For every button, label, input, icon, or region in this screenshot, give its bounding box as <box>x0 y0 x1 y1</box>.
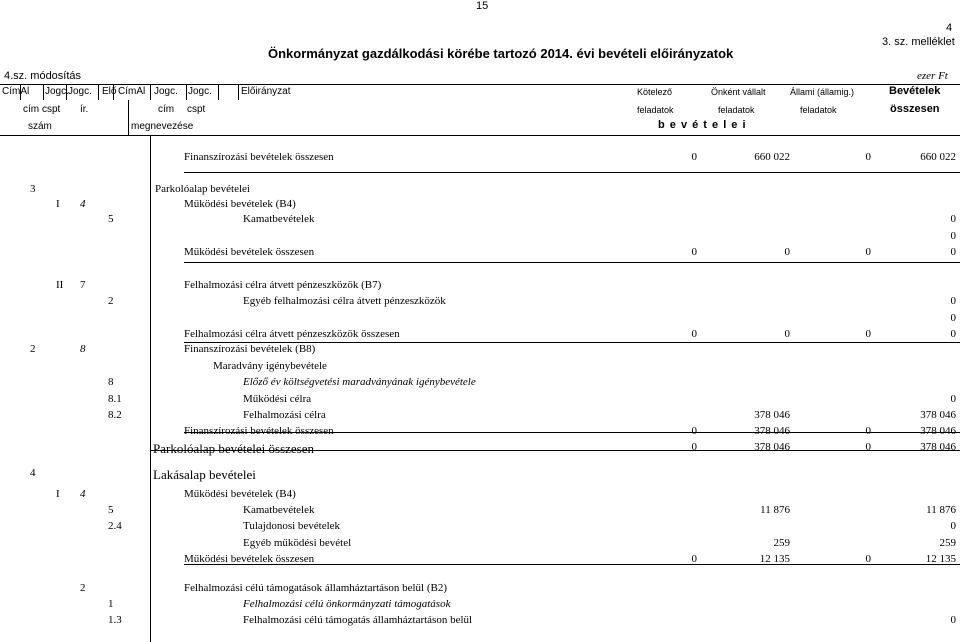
cell-osszesen: 0 <box>950 614 956 626</box>
cell-onkent: 12 135 <box>759 553 790 565</box>
annex-label: 3. sz. melléklet <box>882 36 955 48</box>
header-jogc-4: Jogc. <box>188 86 212 97</box>
cell-onkent: 378 046 <box>754 425 790 437</box>
cell-allami: 0 <box>865 246 871 258</box>
cell-ir: 5 <box>108 213 114 225</box>
cell-ir: 8.1 <box>108 393 122 405</box>
table-row <box>0 150 960 166</box>
cell-cspt: I <box>56 488 60 500</box>
cell-description: Kamatbevételek <box>243 213 315 225</box>
header-feladatok-1: feladatok <box>637 105 674 115</box>
cell-cim: 4 <box>30 467 36 479</box>
cell-description: Felhalmozási célú támogatások államháztartáson belül (B2) <box>184 582 447 594</box>
cell-cspt: I <box>56 198 60 210</box>
table-row <box>0 197 960 213</box>
table-row <box>0 581 960 597</box>
cell-ir: 8.2 <box>108 409 122 421</box>
cell-osszesen: 259 <box>939 537 956 549</box>
cell-description: Felhalmozási célú önkormányzati támogatások <box>243 598 451 610</box>
cell-jogc: 7 <box>80 279 86 291</box>
cell-cim: 3 <box>30 183 36 195</box>
cell-description: Működési bevételek összesen <box>184 553 315 565</box>
cell-onkent: 11 876 <box>760 504 790 516</box>
cell-description: Parkolóalap bevételei összesen <box>153 441 314 456</box>
table-row <box>0 182 960 198</box>
unit-label: ezer Ft <box>917 70 948 82</box>
header-ir: ír. <box>80 104 89 115</box>
table-row <box>0 212 960 228</box>
header-elo: Elő <box>102 86 117 97</box>
cell-description: Felhalmozási célra átvett pénzeszközök összesen <box>184 328 400 340</box>
cell-cim: 2 <box>30 343 36 355</box>
cell-description: Parkolóalap bevételei <box>155 183 250 195</box>
cell-description: Finanszírozási bevételek összesen <box>184 151 334 163</box>
cell-osszesen: 0 <box>950 230 956 242</box>
cell-kotelezo: 0 <box>691 246 697 258</box>
cell-allami: 0 <box>865 553 871 565</box>
header-cimal-2: CímAl <box>118 86 146 97</box>
header-jogc-1: Jogc. <box>45 86 69 97</box>
header-eloiranyzat: Előirányzat <box>241 86 291 97</box>
cell-description: Felhalmozási célra <box>243 409 326 421</box>
cell-description: Előző év költségvetési maradványának igénybevétele <box>243 376 476 388</box>
table-row <box>0 311 960 327</box>
cell-osszesen: 378 046 <box>920 409 956 421</box>
header-jogc-2: Jogc. <box>68 86 92 97</box>
table-row <box>0 503 960 519</box>
header-allami: Állami (államig.) <box>790 87 855 97</box>
cell-description: Működési bevételek (B4) <box>184 198 296 210</box>
cell-onkent: 0 <box>784 328 790 340</box>
table-row <box>0 440 960 456</box>
cell-osszesen: 378 046 <box>920 441 956 453</box>
table-row <box>0 327 960 343</box>
table-row <box>0 342 960 358</box>
header-megnevezes: megnevezése <box>131 121 194 132</box>
cell-kotelezo: 0 <box>691 328 697 340</box>
cell-ir: 1.3 <box>108 614 122 626</box>
corner-number: 4 <box>946 22 953 34</box>
cell-osszesen: 378 046 <box>920 425 956 437</box>
cell-description: Működési célra <box>243 393 312 405</box>
cell-jogc: 4 <box>80 198 86 210</box>
header-szam: szám <box>28 121 52 132</box>
header-bevetelei: b e v é t e l e i <box>658 119 747 131</box>
cell-jogc: 2 <box>80 582 86 594</box>
cell-description: Lakásalap bevételei <box>153 467 256 482</box>
table-row <box>0 392 960 408</box>
modification-label: 4.sz. módosítás <box>4 70 82 82</box>
table-row <box>0 294 960 310</box>
cell-ir: 1 <box>108 598 114 610</box>
table-row <box>0 487 960 503</box>
cell-allami: 0 <box>865 425 871 437</box>
table-row <box>0 613 960 629</box>
table-row <box>0 375 960 391</box>
cell-osszesen: 0 <box>950 520 956 532</box>
header-cspt-1: cspt <box>42 104 61 115</box>
header-onkent: Önként vállalt <box>711 87 766 97</box>
cell-osszesen: 12 135 <box>925 553 956 565</box>
cell-onkent: 378 046 <box>754 409 790 421</box>
cell-onkent: 0 <box>784 246 790 258</box>
cell-description: Felhalmozási célra átvett pénzeszközök (B7) <box>184 279 382 291</box>
cell-allami: 0 <box>865 151 871 163</box>
cell-ir: 2 <box>108 295 114 307</box>
cell-cspt: II <box>56 279 64 291</box>
cell-description: Felhalmozási célú támogatás államháztartáson belül <box>243 614 473 626</box>
cell-osszesen: 0 <box>950 312 956 324</box>
cell-description: Működési bevételek összesen <box>184 246 315 258</box>
cell-jogc: 4 <box>80 488 86 500</box>
cell-ir: 2.4 <box>108 520 122 532</box>
table-row <box>0 229 960 245</box>
table-row <box>0 245 960 261</box>
cell-description: Kamatbevételek <box>243 504 315 516</box>
header-cim-1: cím <box>23 104 40 115</box>
table-row <box>0 552 960 568</box>
cell-kotelezo: 0 <box>691 151 697 163</box>
header-feladatok-3: feladatok <box>800 105 837 115</box>
cell-allami: 0 <box>865 328 871 340</box>
header-kotelezo: Kötelező <box>637 87 673 97</box>
table-row <box>0 536 960 552</box>
header-bevetelek: Bevételek <box>889 85 941 97</box>
header-feladatok-2: feladatok <box>718 105 755 115</box>
cell-description: Egyéb felhalmozási célra átvett pénzeszközök <box>243 295 446 307</box>
table-row <box>0 466 960 482</box>
table-row <box>0 519 960 535</box>
header-cim-2: cím <box>158 104 175 115</box>
cell-osszesen: 0 <box>950 246 956 258</box>
table-row <box>0 278 960 294</box>
cell-description: Finanszírozási bevételek (B8) <box>184 343 316 355</box>
cell-ir: 5 <box>108 504 114 516</box>
cell-osszesen: 0 <box>950 213 956 225</box>
cell-description: Tulajdonosi bevételek <box>243 520 341 532</box>
cell-description: Finanszírozási bevételek összesen <box>184 425 334 437</box>
table-row <box>0 408 960 424</box>
cell-onkent: 378 046 <box>754 441 790 453</box>
cell-jogc: 8 <box>80 343 86 355</box>
cell-onkent: 660 022 <box>754 151 790 163</box>
cell-allami: 0 <box>865 441 871 453</box>
page-title: Önkormányzat gazdálkodási körébe tartozó 2014. évi bevételi előirányzatok <box>268 46 734 61</box>
cell-osszesen: 0 <box>950 295 956 307</box>
table-row <box>0 424 960 440</box>
cell-description: Egyéb működési bevétel <box>243 537 352 549</box>
cell-description: Maradvány igénybevétele <box>213 360 327 372</box>
page-number: 15 <box>476 0 489 12</box>
cell-osszesen: 660 022 <box>920 151 956 163</box>
cell-osszesen: 0 <box>950 393 956 405</box>
cell-description: Működési bevételek (B4) <box>184 488 296 500</box>
cell-osszesen: 0 <box>950 328 956 340</box>
cell-kotelezo: 0 <box>691 425 697 437</box>
cell-kotelezo: 0 <box>691 441 697 453</box>
table-row <box>0 597 960 613</box>
header-jogc-3: Jogc. <box>154 86 178 97</box>
cell-ir: 8 <box>108 376 114 388</box>
header-osszesen: összesen <box>890 103 940 115</box>
header-cspt-2: cspt <box>187 104 206 115</box>
header-cimal-1: CímAl <box>2 86 30 97</box>
cell-onkent: 259 <box>773 537 790 549</box>
cell-osszesen: 11 876 <box>926 504 956 516</box>
table-row <box>0 359 960 375</box>
cell-kotelezo: 0 <box>691 553 697 565</box>
